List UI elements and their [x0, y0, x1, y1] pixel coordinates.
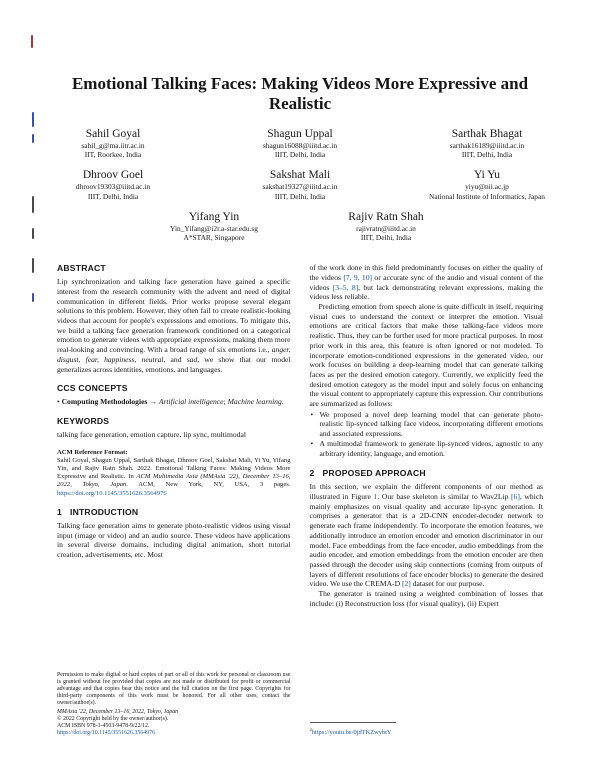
author-name: Yi Yu	[473, 169, 501, 182]
ccs-period: .	[281, 397, 284, 407]
left-margin-artifact	[32, 112, 34, 127]
permission-statement: Permission to make digital or hard copies of part or all of this work for personal or classroom use is granted without fee provided that copies are not made or distributed for profit or commercial advantage and that copies bear this notice and the full citation on the first page. Copyrights for third-party components of this work must be honored. For all other uses, contact the owner/author(s).	[57, 672, 291, 707]
abstract-text	[57, 277, 291, 374]
author-email: dhroov19303@iiitd.ac.in	[75, 182, 151, 192]
author-affiliation: IIT, Roorkee, India	[84, 150, 142, 160]
isbn-line: ACM ISBN 978-1-4503-9478-9/22/12.	[57, 723, 150, 730]
text-segment: , but lack demonstrating relevant expressions, making the videos less reliable.	[309, 282, 544, 302]
keywords-heading: KEYWORDS	[57, 415, 110, 426]
body-paragraph: The generator is trained using a weighted combination of losses that include: (i) Reconstruction loss (for visual quality), (ii) Expert	[309, 589, 543, 608]
conference-venue-line: MMAsia '22, December 13–16, 2022, Tokyo, Japan	[57, 709, 179, 716]
copyright-block	[57, 672, 291, 737]
section-number: 1	[57, 506, 62, 517]
text-segment: Lip synchronization and talking face generation have gained a specific interest from the research community with the advent and need of digital communication in different fields. Prior works propose several elegant solutions to this problem. However, they often fail to create realistic-looking videos that account for people's expressions and emotions. To mitigate this, we build a talking face generation framework conditioned on a categorical emotion to generate videos with appropriate expressions, making them more real-looking and convincing. With a broad range of six emotions i.e.,	[57, 277, 291, 355]
paper-title: Emotional Talking Faces: Making Videos More Expressive and Realistic	[71, 74, 529, 113]
author-affiliation: IIIT, Delhi, India	[461, 150, 513, 160]
ccs-bullet: •	[57, 397, 62, 407]
author-email: sakshat19327@iiitd.ac.in	[262, 182, 338, 192]
author-email: sahil_g@ma.iitr.ac.in	[81, 141, 145, 150]
author-row	[0, 210, 600, 251]
introduction-paragraph: Talking face generation aims to generate photo-realistic videos using visual input (image or video) and an audio source. These videos have applications in several diverse domains, including digital animation, short tutorial creation, advertisements, etc. Most	[57, 520, 291, 559]
text-segment: of the work done in this field predominantly focuses on either the quality of the videos	[309, 263, 543, 282]
author-row	[0, 127, 600, 168]
abstract-heading: ABSTRACT	[57, 263, 106, 274]
author-block	[128, 210, 300, 251]
author-affiliation: IIIT, Delhi, India	[360, 233, 412, 243]
author-email: yiyu@nii.ac.jp	[465, 182, 509, 192]
contribution-text: We proposed a novel deep learning model that can generate photo-realistic lip-synced talking face videos, incorporating different emotions and associated expressions.	[319, 409, 543, 439]
left-margin-artifact	[31, 35, 33, 48]
footnote-area	[310, 722, 544, 737]
text-segment: . Our base skeleton is similar to Wav2Lip	[377, 491, 512, 501]
author-email: Yin_Yifang@i2r.a-star.edu.sg	[170, 223, 258, 233]
ccs-arrow: →	[147, 397, 159, 407]
right-column	[310, 263, 544, 737]
section-title: PROPOSED APPROACH	[322, 468, 426, 479]
text-segment: Sahil Goyal, Shagun Uppal, Sarthak Bhagat, Dhroov Goel, Sakshat Mali, Yi Yu, Yifang Yin, and Rajiv Ratn Shah. 2022. Emotional Talking Faces: Making Videos More Expressive and Realistic. In	[57, 456, 291, 481]
footnote-url-link[interactable]: https://youtu.be/0jdTKZwybtY	[311, 729, 392, 737]
footnote-rule	[310, 722, 396, 723]
list-item	[310, 439, 544, 458]
author-list	[0, 127, 600, 251]
body-paragraph	[310, 482, 544, 589]
left-margin-artifact	[32, 258, 34, 273]
bullet-icon: •	[310, 409, 314, 419]
contribution-text: A multimodal framework to generate lip-synced videos, agnostic to any arbitrary identity, language, and emotion.	[319, 438, 543, 458]
author-block	[207, 127, 394, 168]
section-heading-introduction	[57, 507, 291, 517]
left-column	[57, 263, 291, 737]
author-name: Rajiv Ratn Shah	[348, 210, 424, 223]
author-name: Sakshat Mali	[269, 169, 331, 182]
author-name: Yifang Yin	[188, 210, 240, 223]
author-block	[207, 168, 394, 209]
text-segment: , we show that our model generalizes across identities, emotions, and languages.	[57, 354, 291, 374]
emotion-list-italic: anger, disgust, fear, happiness, neutral,	[57, 345, 291, 364]
section-number: 2	[309, 468, 315, 479]
contributions-list	[310, 410, 544, 459]
author-affiliation: IIIT, Delhi, India	[274, 150, 326, 160]
doi-link[interactable]: https://doi.org/10.1145/3551626.3564976	[57, 489, 167, 497]
text-segment: or accurate sync of the audio and visual content of the videos	[309, 272, 543, 292]
two-column-body	[57, 263, 543, 737]
author-affiliation: National Institute of Informatics, Japan	[429, 191, 545, 201]
left-margin-artifact	[32, 293, 34, 302]
citation-ref[interactable]: [3–5, 8]	[332, 282, 359, 292]
text-segment: In this section, we explain the different components of our method as illustrated in Figure	[309, 482, 543, 501]
body-paragraph: Predicting emotion from speech alone is quite difficult in itself, requiring visual cues to understand the context or interpret the emotion. Visual emotions are critical factors that make these talking-face videos more realistic. Thus, they can be further used for more practical purposes. In most prior work in this area, this feature is often ignored or not modeled. To incorporate emotion-conditioned expressions in the generated video, our work focuses on building a deep-learning model that can generate talking faces as per the desired emotion category. Currently, we explicitly feed the desired emotion category as the model input and solely focus on enhancing the visual content to appropriately capture this expression. Our contributions are summarized as follows:	[309, 302, 543, 409]
author-affiliation: IIIT, Delhi, India	[274, 191, 326, 201]
text-segment: dataset for our purpose.	[410, 579, 485, 589]
citation-ref[interactable]: [2]	[401, 579, 411, 589]
venue-italic: ACM Multimedia Asia (MMAsia '22), December 13–16, 2022, Tokyo, Japan.	[57, 473, 291, 489]
ccs-separator: ;	[223, 397, 228, 407]
author-block	[20, 168, 207, 209]
author-affiliation: A*STAR, Singapore	[183, 233, 245, 243]
doi-link[interactable]: https://doi.org/10.1145/3551626.3564976	[57, 730, 156, 737]
text-segment: ACM, New York, NY, USA, 3 pages.	[128, 481, 291, 489]
continuation-paragraph	[310, 263, 544, 302]
keywords-text: talking face generation, emotion capture, lip sync, multimodal	[57, 429, 246, 439]
text-segment: and	[165, 354, 187, 364]
section-heading-proposed-approach	[310, 468, 544, 478]
ccs-concepts-line	[57, 397, 291, 407]
emotion-italic: sad	[186, 354, 198, 364]
author-email: sarthak16189@iiitd.ac.in	[449, 141, 525, 150]
ccs-concept: Machine learning	[227, 397, 282, 407]
left-margin-artifact	[32, 228, 34, 239]
figure-ref[interactable]: 1	[373, 491, 378, 501]
section-title: INTRODUCTION	[69, 506, 139, 517]
ccs-concept: Computing Methodologies	[61, 397, 148, 407]
citation-ref[interactable]: [7, 9, 10]	[343, 272, 373, 282]
bullet-icon: •	[310, 438, 314, 448]
author-affiliation: IIIT, Delhi, India	[87, 191, 139, 201]
copyright-line: © 2022 Copyright held by the owner/author(s).	[57, 716, 169, 723]
citation-ref[interactable]: [6]	[511, 491, 520, 501]
author-email: shagun16088@iiitd.ac.in	[262, 141, 338, 150]
author-block	[394, 168, 581, 209]
ccs-concept: Artificial intelligence	[158, 397, 224, 407]
author-email: rajivratn@iiitd.ac.in	[356, 223, 416, 233]
footnote	[310, 726, 544, 737]
author-row	[0, 168, 600, 209]
author-name: Shagun Uppal	[267, 128, 333, 140]
author-name: Sarthak Bhagat	[451, 128, 523, 140]
text-segment: , which mainly emphasizes on visual quality and accurate lip-sync generation. It comprises a generator that is a 2D-CNN encoder-decoder network to generate each frame independently. To incorporate the emotion features, we additionally introduce an emotion encoder and emotion discriminator in our model. Face embeddings from the face encoder, audio embeddings from the audio encoder, and emotion embeddings from the emotion encoder are then passed through the decoder using skip connections (coming from outputs of layers of different resolutions of face encoder blocks) to generate the desired video. We use the CREMA-D	[309, 491, 543, 589]
author-name: Dhroov Goel	[82, 169, 144, 182]
left-margin-artifact	[32, 196, 34, 213]
author-block	[394, 127, 581, 168]
footnote-marker: 2	[309, 727, 312, 733]
author-block	[20, 127, 207, 168]
author-name: Sahil Goyal	[85, 128, 141, 140]
acm-reference-format	[57, 449, 291, 498]
author-block	[300, 210, 472, 251]
left-margin-artifact	[32, 134, 34, 143]
list-item	[310, 410, 544, 439]
ccs-heading: CCS CONCEPTS	[57, 383, 128, 394]
acm-reference-heading: ACM Reference Format:	[57, 448, 128, 456]
